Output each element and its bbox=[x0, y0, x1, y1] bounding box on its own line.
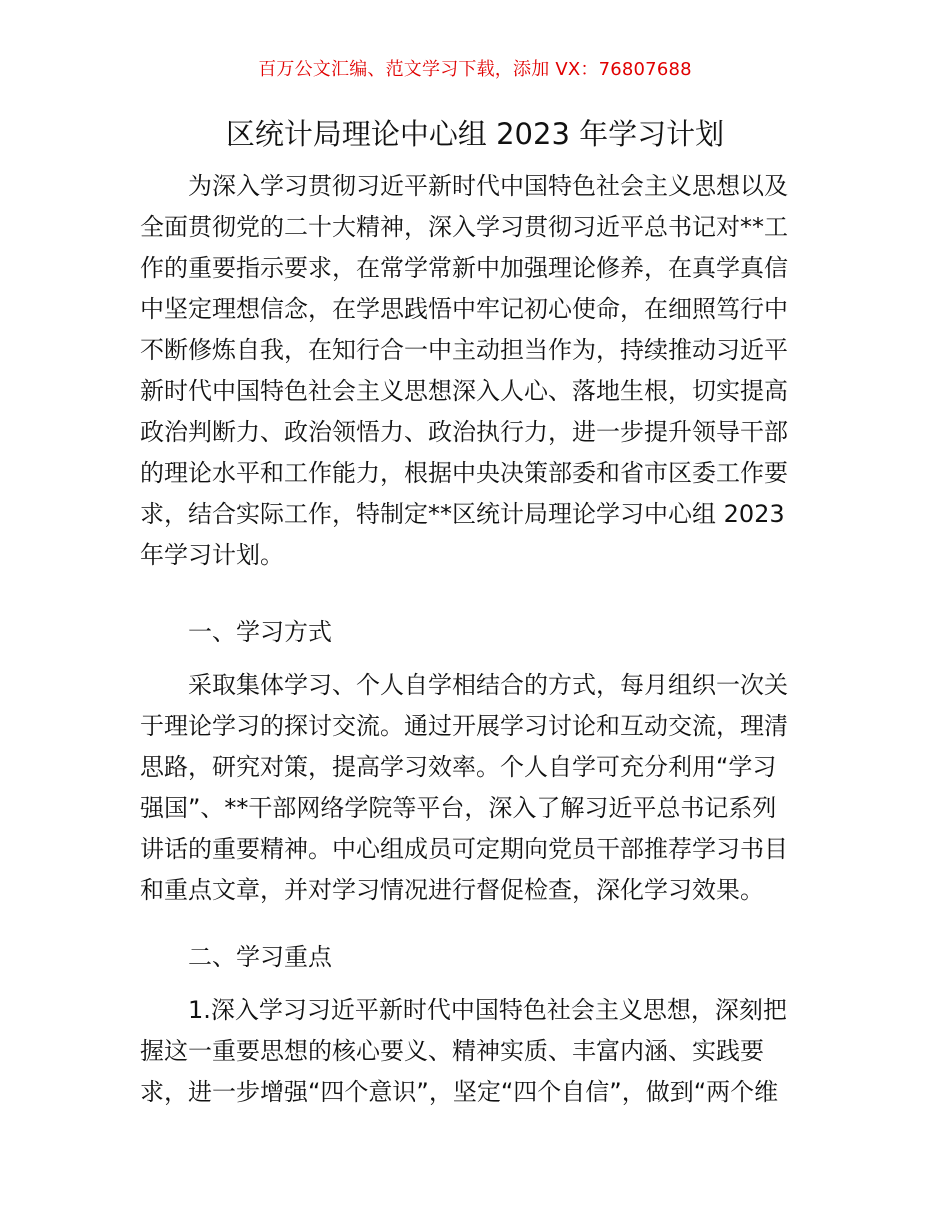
intro-paragraph bbox=[140, 166, 812, 576]
section-heading: 二、学习重点 bbox=[188, 943, 332, 971]
paragraph-line: 求，结合实际工作，特制定**区统计局理论学习中心组 2023 bbox=[140, 500, 785, 528]
paragraph-line: 讲话的重要精神。中心组成员可定期向党员干部推荐学习书目 bbox=[140, 835, 788, 863]
paragraph-line: 不断修炼自我，在知行合一中主动担当作为，持续推动习近平 bbox=[140, 336, 788, 364]
study-focus-paragraph bbox=[140, 990, 812, 1113]
section-heading: 一、学习方式 bbox=[188, 618, 332, 646]
paragraph-line: 强国”、**干部网络学院等平台，深入了解习近平总书记系列 bbox=[140, 794, 777, 822]
paragraph-line: 和重点文章，并对学习情况进行督促检查，深化学习效果。 bbox=[140, 876, 764, 904]
study-method-paragraph bbox=[140, 665, 812, 911]
paragraph-line: 年学习计划。 bbox=[140, 541, 284, 569]
paragraph-line: 作的重要指示要求，在常学常新中加强理论修养，在真学真信 bbox=[140, 254, 788, 282]
section-heading-study-focus bbox=[140, 937, 812, 978]
paragraph-line: 思路，研究对策，提高学习效率。个人自学可充分利用“学习 bbox=[140, 753, 777, 781]
paragraph-line: 政治判断力、政治领悟力、政治执行力，进一步提升领导干部 bbox=[140, 418, 788, 446]
section-heading-study-method bbox=[140, 612, 812, 653]
paragraph-line: 中坚定理想信念，在学思践悟中牢记初心使命，在细照笃行中 bbox=[140, 295, 788, 323]
paragraph-line: 采取集体学习、个人自学相结合的方式，每月组织一次关 bbox=[188, 671, 788, 699]
header-watermark-note: 百万公文汇编、范文学习下载，添加 VX：76807688 bbox=[258, 59, 692, 80]
paragraph-line: 握这一重要思想的核心要义、精神实质、丰富内涵、实践要 bbox=[140, 1037, 764, 1065]
paragraph-line: 为深入学习贯彻习近平新时代中国特色社会主义思想以及 bbox=[188, 172, 788, 200]
page-title: 区统计局理论中心组 2023 年学习计划 bbox=[225, 117, 725, 151]
paragraph-line: 新时代中国特色社会主义思想深入人心、落地生根，切实提高 bbox=[140, 377, 788, 405]
paragraph-line: 1.深入学习习近平新时代中国特色社会主义思想，深刻把 bbox=[188, 996, 787, 1024]
paragraph-line: 求，进一步增强“四个意识”，坚定“四个自信”，做到“两个维 bbox=[140, 1078, 779, 1106]
paragraph-line: 的理论水平和工作能力，根据中央决策部委和省市区委工作要 bbox=[140, 459, 788, 487]
paragraph-line: 全面贯彻党的二十大精神，深入学习贯彻习近平总书记对**工 bbox=[140, 213, 788, 241]
paragraph-line: 于理论学习的探讨交流。通过开展学习讨论和互动交流，理清 bbox=[140, 712, 788, 740]
